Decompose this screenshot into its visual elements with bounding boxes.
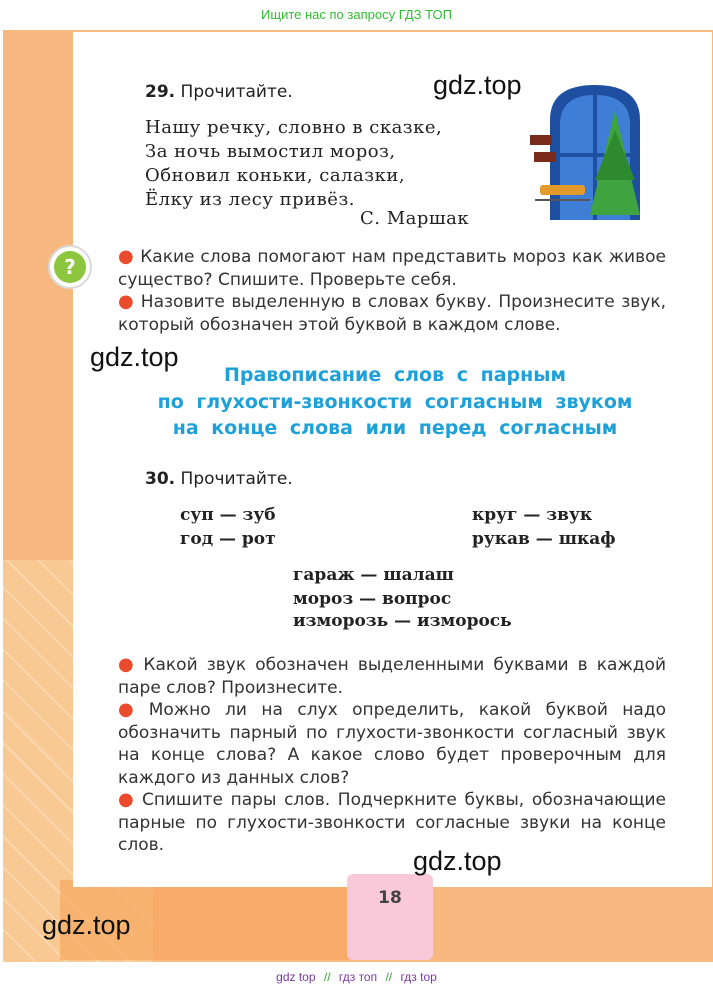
footer-link[interactable]: gdz top — [276, 970, 316, 984]
bullet-icon: ● — [118, 654, 138, 675]
footer-separator: // — [385, 970, 393, 984]
task-title: Прочитайте. — [180, 469, 293, 489]
question-item: ● Спишите пары слов. Подчеркните буквы, обозначающие парные по глухости-звонкости согласные звуки на конце слов. — [118, 789, 666, 855]
word-pair: год — рот — [180, 529, 276, 549]
word-pair: гараж — шалаш — [293, 565, 454, 585]
footer-link[interactable]: гдз топ — [338, 970, 378, 984]
task-number: 30. — [145, 469, 176, 489]
task-30-heading — [145, 469, 293, 489]
watermark: gdz.top — [433, 70, 522, 100]
word-pair: круг — звук — [472, 505, 593, 525]
task-title: Прочитайте. — [180, 82, 293, 102]
word-pair: изморозь — изморось — [293, 611, 512, 631]
word-pair: суп — зуб — [180, 505, 276, 525]
question-icon — [48, 245, 92, 289]
task-29-heading — [145, 82, 293, 102]
watermark: gdz.top — [42, 910, 131, 940]
word-pair: мороз — вопрос — [293, 589, 452, 609]
watermark: gdz.top — [413, 846, 502, 876]
winter-window-illustration — [520, 80, 660, 230]
bullet-icon: ● — [118, 699, 143, 720]
question-item: ● Какой звук обозначен выделенными буквами в каждой паре слов? Произнесите. — [118, 654, 666, 698]
question-item: ● Назовите выделенную в словах букву. Произнесите звук, который обозначен этой буквой в каждом слове. — [118, 291, 666, 335]
question-list-29 — [118, 246, 666, 336]
poem-line: За ночь вымостил мороз, — [145, 141, 396, 162]
question-list-30 — [118, 654, 666, 857]
poem-author: С. Маршак — [360, 208, 470, 229]
footer-separator: // — [323, 970, 331, 984]
section-heading — [100, 362, 690, 442]
heading-line: на конце слова или перед согласным — [172, 417, 618, 439]
top-banner[interactable]: Ищите нас по запросу ГДЗ ТОП — [261, 7, 452, 22]
poem — [145, 116, 442, 212]
poem-line: Ёлку из лесу привёз. — [145, 189, 355, 210]
bullet-icon: ● — [118, 246, 135, 267]
heading-line: Правописание слов с парным — [223, 364, 566, 386]
page-number-tab — [347, 874, 433, 960]
footer-link[interactable]: гдз top — [400, 970, 437, 984]
heading-line: по глухости-звонкости согласным звуком — [157, 390, 633, 413]
bullet-icon: ● — [118, 789, 136, 810]
bottom-banner — [0, 970, 713, 984]
question-item: ● Можно ли на слух определить, какой буквой надо обозначить парный по глухости-звонкости согласный звук на конце слова? А какое слово будет проверочным для каждого из данных слов? — [118, 699, 666, 788]
poem-line: Обновил коньки, салазки, — [145, 165, 406, 186]
question-item: ● Какие слова помогают нам представить мороз как живое существо? Спишите. Проверьте себя. — [118, 246, 666, 290]
word-pair: рукав — шкаф — [472, 529, 616, 549]
watermark: gdz.top — [90, 342, 179, 372]
bullet-icon: ● — [118, 291, 135, 312]
task-number: 29. — [145, 82, 176, 102]
page-number: 18 — [378, 888, 402, 908]
poem-line: Нашу речку, словно в сказке, — [145, 117, 443, 138]
svg-text:?: ? — [64, 255, 76, 279]
